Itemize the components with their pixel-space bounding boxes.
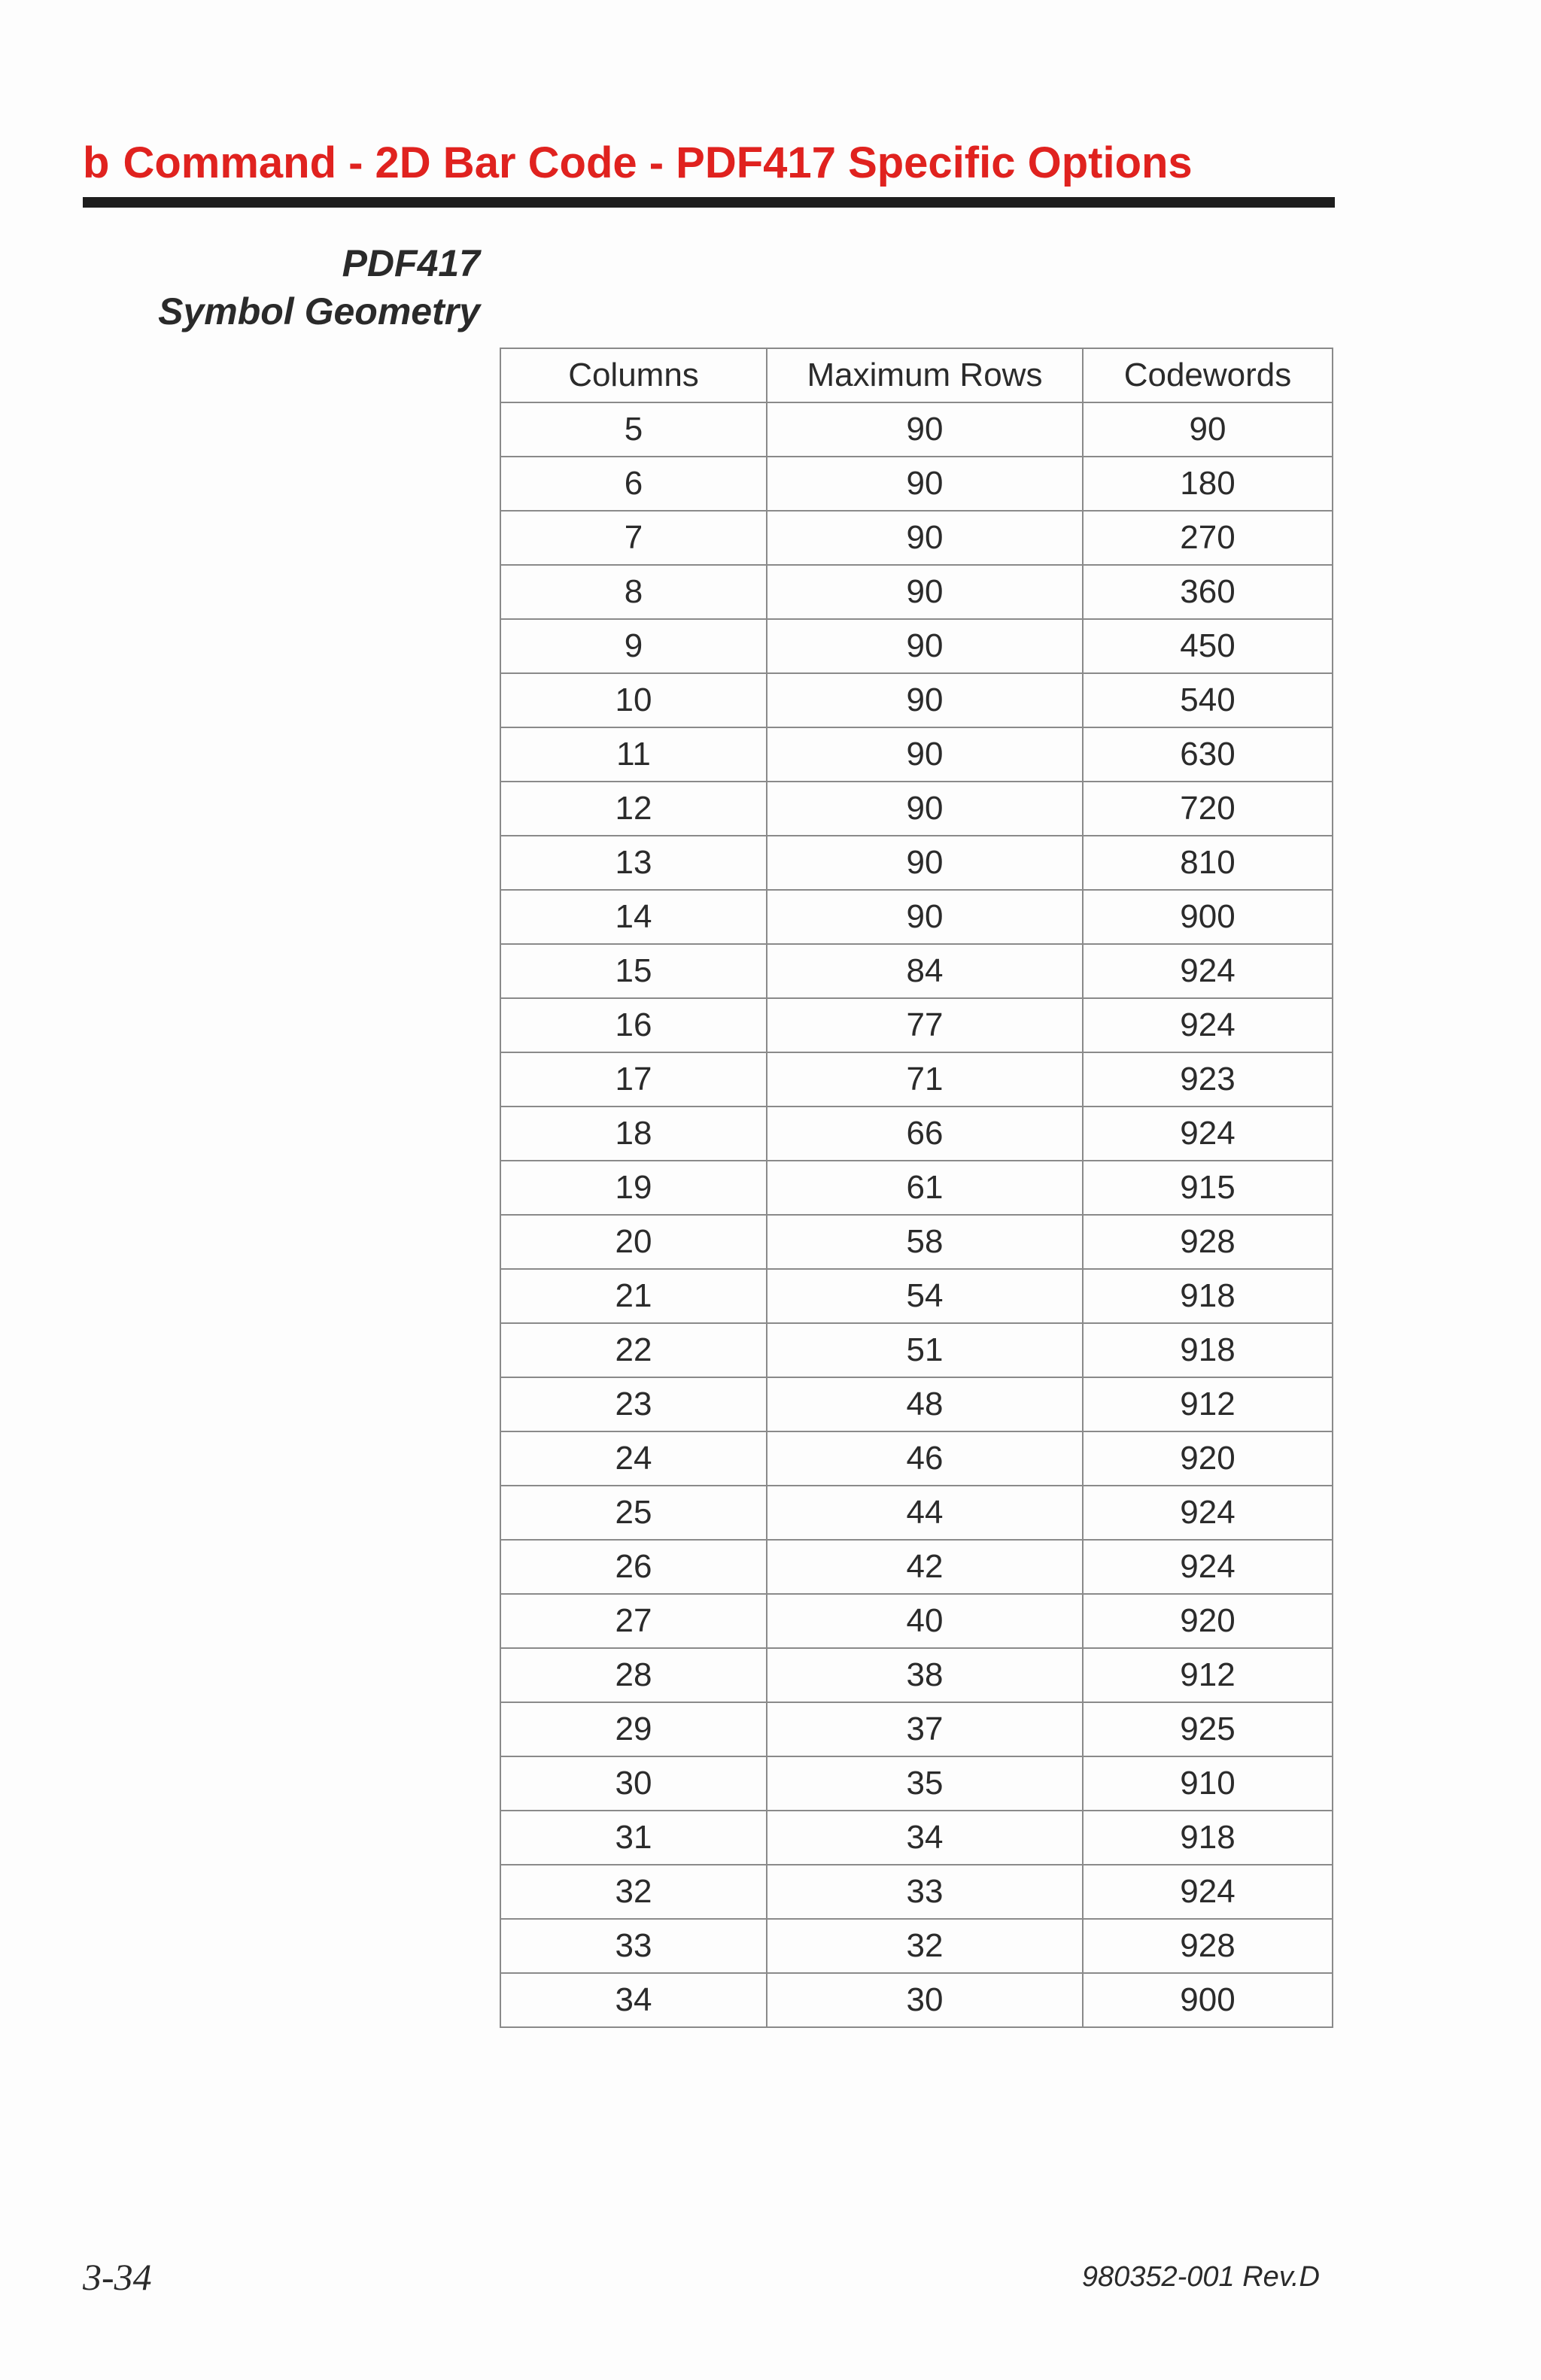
table-row	[500, 1919, 1333, 1973]
cell-codewords: 924	[1083, 944, 1333, 998]
table-row	[500, 457, 1333, 511]
document-id: 980352-001 Rev.D	[1081, 2261, 1320, 2293]
cell-codewords: 360	[1083, 565, 1333, 619]
cell-maximum-rows: 90	[767, 890, 1083, 944]
cell-maximum-rows: 90	[767, 836, 1083, 890]
header-maximum-rows: Maximum Rows	[767, 348, 1083, 402]
cell-maximum-rows: 77	[767, 998, 1083, 1052]
table-row	[500, 1323, 1333, 1377]
table-row	[500, 511, 1333, 565]
cell-columns: 29	[500, 1702, 767, 1756]
cell-columns: 9	[500, 619, 767, 673]
table-row	[500, 1540, 1333, 1594]
cell-codewords: 270	[1083, 511, 1333, 565]
cell-maximum-rows: 34	[767, 1811, 1083, 1865]
cell-columns: 6	[500, 457, 767, 511]
table-row	[500, 1973, 1333, 2027]
cell-codewords: 450	[1083, 619, 1333, 673]
table-row	[500, 1486, 1333, 1540]
heading-title: Command - 2D Bar Code - PDF417 Specific Options	[123, 138, 1193, 187]
page-number: 3-34	[83, 2256, 152, 2298]
cell-columns: 24	[500, 1431, 767, 1486]
cell-maximum-rows: 90	[767, 673, 1083, 727]
section-label-line2: Symbol Geometry	[158, 290, 480, 332]
heading-rule	[83, 197, 1335, 208]
table-row	[500, 673, 1333, 727]
table-row	[500, 1215, 1333, 1269]
cell-codewords: 924	[1083, 1486, 1333, 1540]
cell-codewords: 920	[1083, 1431, 1333, 1486]
cell-maximum-rows: 48	[767, 1377, 1083, 1431]
table-row	[500, 1377, 1333, 1431]
cell-codewords: 924	[1083, 1107, 1333, 1161]
table-row	[500, 1702, 1333, 1756]
command-letter: b	[83, 138, 110, 187]
cell-codewords: 720	[1083, 782, 1333, 836]
cell-columns: 31	[500, 1811, 767, 1865]
cell-codewords: 540	[1083, 673, 1333, 727]
cell-codewords: 925	[1083, 1702, 1333, 1756]
section-label	[158, 239, 480, 335]
table-row	[500, 1269, 1333, 1323]
cell-codewords: 923	[1083, 1052, 1333, 1107]
cell-columns: 12	[500, 782, 767, 836]
cell-columns: 17	[500, 1052, 767, 1107]
cell-columns: 23	[500, 1377, 767, 1431]
table-row	[500, 1052, 1333, 1107]
cell-maximum-rows: 66	[767, 1107, 1083, 1161]
cell-columns: 28	[500, 1648, 767, 1702]
cell-maximum-rows: 54	[767, 1269, 1083, 1323]
cell-maximum-rows: 90	[767, 565, 1083, 619]
cell-columns: 27	[500, 1594, 767, 1648]
cell-columns: 10	[500, 673, 767, 727]
cell-maximum-rows: 30	[767, 1973, 1083, 2027]
cell-columns: 26	[500, 1540, 767, 1594]
cell-maximum-rows: 90	[767, 511, 1083, 565]
cell-maximum-rows: 46	[767, 1431, 1083, 1486]
table-body	[500, 402, 1333, 2027]
table-row	[500, 1107, 1333, 1161]
cell-maximum-rows: 40	[767, 1594, 1083, 1648]
cell-columns: 13	[500, 836, 767, 890]
table-row	[500, 944, 1333, 998]
cell-columns: 20	[500, 1215, 767, 1269]
cell-columns: 14	[500, 890, 767, 944]
cell-maximum-rows: 38	[767, 1648, 1083, 1702]
cell-maximum-rows: 84	[767, 944, 1083, 998]
cell-maximum-rows: 90	[767, 782, 1083, 836]
table-row	[500, 782, 1333, 836]
cell-maximum-rows: 51	[767, 1323, 1083, 1377]
cell-columns: 15	[500, 944, 767, 998]
table-row	[500, 1648, 1333, 1702]
cell-codewords: 900	[1083, 890, 1333, 944]
table-row	[500, 1594, 1333, 1648]
cell-codewords: 900	[1083, 1973, 1333, 2027]
table-row	[500, 402, 1333, 457]
cell-columns: 34	[500, 1973, 767, 2027]
page-heading	[83, 138, 1193, 188]
cell-columns: 16	[500, 998, 767, 1052]
cell-columns: 21	[500, 1269, 767, 1323]
table-row	[500, 619, 1333, 673]
cell-codewords: 90	[1083, 402, 1333, 457]
cell-maximum-rows: 37	[767, 1702, 1083, 1756]
cell-columns: 5	[500, 402, 767, 457]
table-row	[500, 1431, 1333, 1486]
table-row	[500, 565, 1333, 619]
table-row	[500, 836, 1333, 890]
table-row	[500, 727, 1333, 782]
header-codewords: Codewords	[1083, 348, 1333, 402]
symbol-geometry-table	[500, 348, 1333, 2028]
cell-columns: 11	[500, 727, 767, 782]
cell-columns: 22	[500, 1323, 767, 1377]
cell-maximum-rows: 44	[767, 1486, 1083, 1540]
table-header-row	[500, 348, 1333, 402]
table-row	[500, 1161, 1333, 1215]
section-label-line1: PDF417	[342, 242, 480, 284]
cell-codewords: 912	[1083, 1648, 1333, 1702]
cell-columns: 33	[500, 1919, 767, 1973]
cell-columns: 32	[500, 1865, 767, 1919]
table-row	[500, 1756, 1333, 1811]
cell-codewords: 630	[1083, 727, 1333, 782]
cell-columns: 7	[500, 511, 767, 565]
table-row	[500, 998, 1333, 1052]
cell-maximum-rows: 42	[767, 1540, 1083, 1594]
cell-codewords: 924	[1083, 1865, 1333, 1919]
cell-maximum-rows: 90	[767, 619, 1083, 673]
cell-columns: 8	[500, 565, 767, 619]
cell-codewords: 912	[1083, 1377, 1333, 1431]
cell-codewords: 918	[1083, 1323, 1333, 1377]
cell-maximum-rows: 33	[767, 1865, 1083, 1919]
cell-maximum-rows: 61	[767, 1161, 1083, 1215]
cell-codewords: 918	[1083, 1811, 1333, 1865]
cell-maximum-rows: 90	[767, 402, 1083, 457]
cell-codewords: 928	[1083, 1919, 1333, 1973]
cell-codewords: 918	[1083, 1269, 1333, 1323]
table-row	[500, 1811, 1333, 1865]
cell-codewords: 928	[1083, 1215, 1333, 1269]
cell-maximum-rows: 90	[767, 457, 1083, 511]
cell-codewords: 920	[1083, 1594, 1333, 1648]
header-columns: Columns	[500, 348, 767, 402]
table-row	[500, 1865, 1333, 1919]
cell-columns: 30	[500, 1756, 767, 1811]
cell-maximum-rows: 90	[767, 727, 1083, 782]
cell-maximum-rows: 35	[767, 1756, 1083, 1811]
cell-maximum-rows: 32	[767, 1919, 1083, 1973]
cell-columns: 19	[500, 1161, 767, 1215]
cell-columns: 18	[500, 1107, 767, 1161]
cell-codewords: 924	[1083, 998, 1333, 1052]
cell-columns: 25	[500, 1486, 767, 1540]
cell-codewords: 924	[1083, 1540, 1333, 1594]
cell-codewords: 910	[1083, 1756, 1333, 1811]
cell-maximum-rows: 71	[767, 1052, 1083, 1107]
cell-codewords: 915	[1083, 1161, 1333, 1215]
cell-codewords: 180	[1083, 457, 1333, 511]
table-row	[500, 890, 1333, 944]
cell-maximum-rows: 58	[767, 1215, 1083, 1269]
cell-codewords: 810	[1083, 836, 1333, 890]
